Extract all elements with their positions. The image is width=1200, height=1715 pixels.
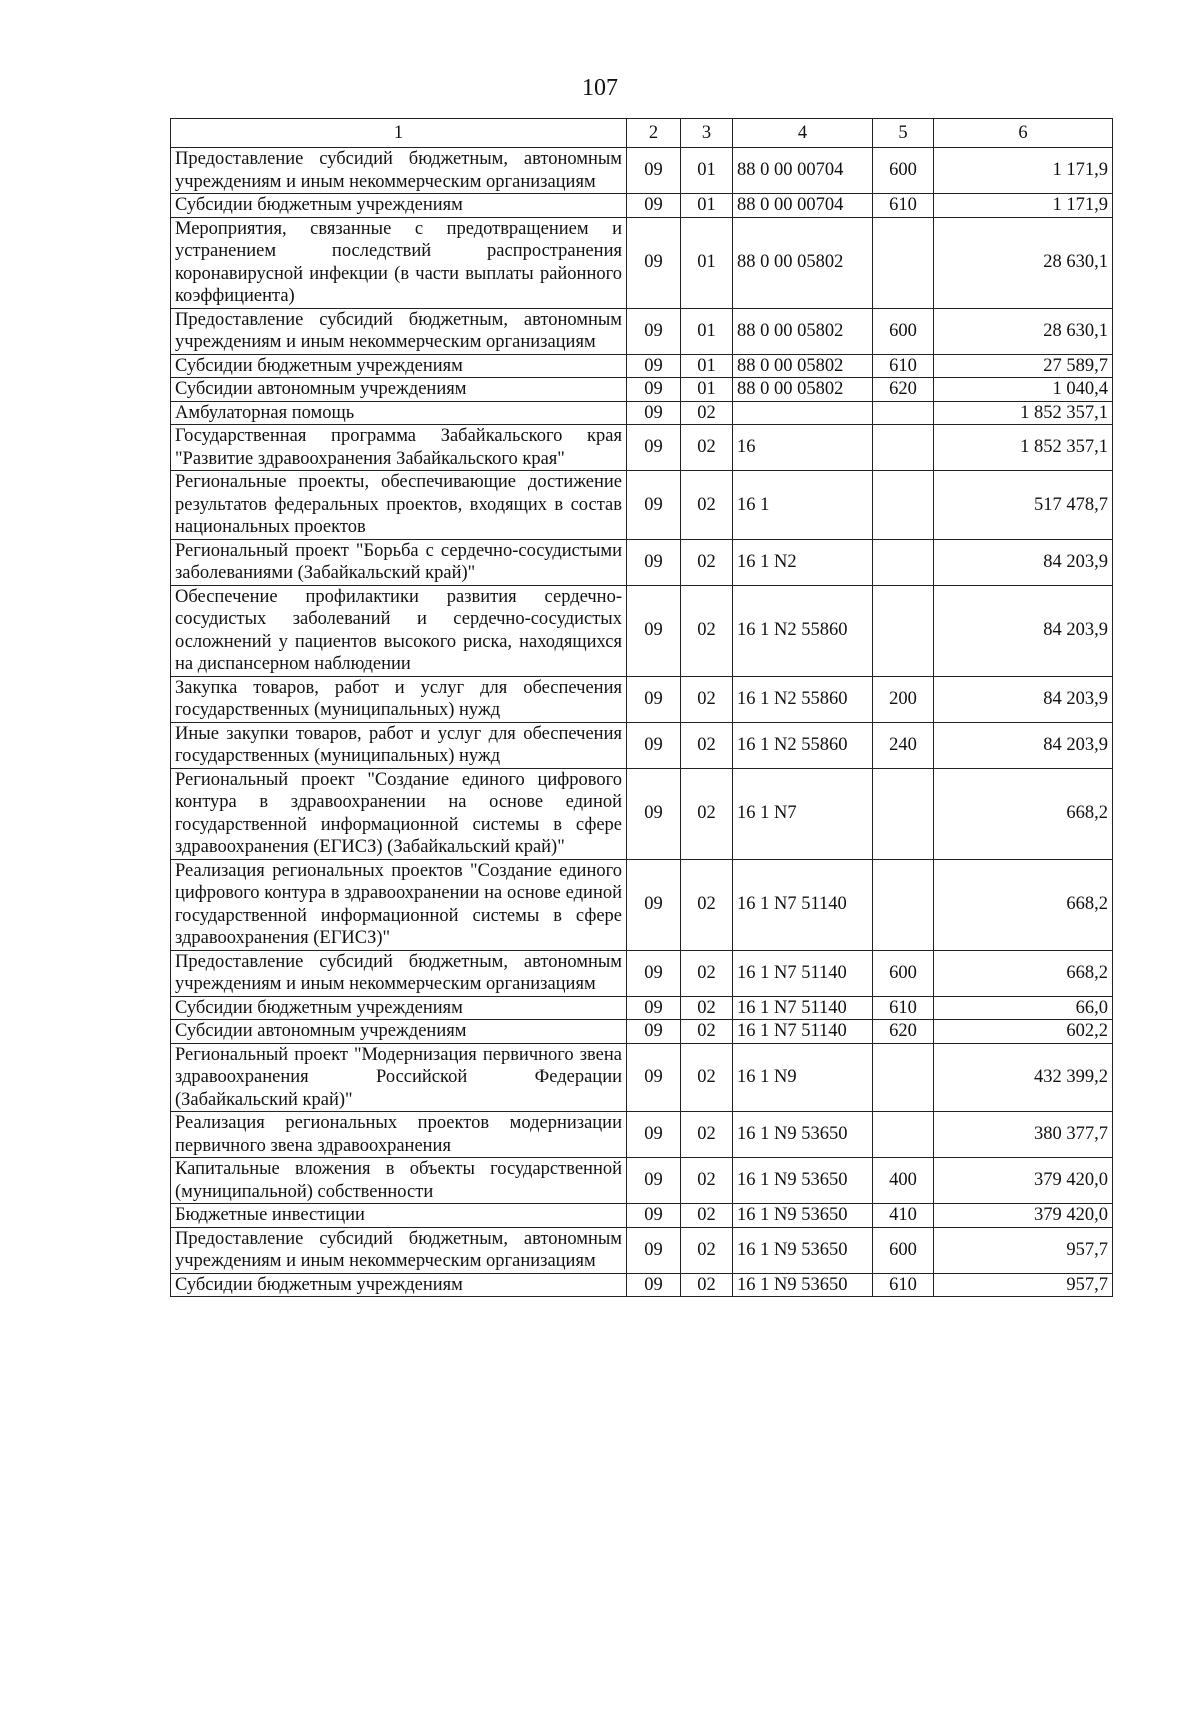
column-header-6: 6 bbox=[934, 119, 1113, 148]
cell-section: 09 bbox=[627, 676, 681, 722]
cell-section: 09 bbox=[627, 722, 681, 768]
cell-description: Мероприятия, связанные с предотвращением и устранением последствий распространения коронавирусной инфекции (в части выплаты районного коэффициента) bbox=[171, 217, 627, 308]
cell-target-article: 16 1 N9 53650 bbox=[733, 1204, 873, 1228]
cell-description: Региональные проекты, обеспечивающие достижение результатов федеральных проектов, входящих в состав национальных проектов bbox=[171, 471, 627, 540]
cell-subsection: 01 bbox=[681, 148, 733, 194]
cell-amount: 517 478,7 bbox=[934, 471, 1113, 540]
column-header-5: 5 bbox=[873, 119, 934, 148]
cell-section: 09 bbox=[627, 378, 681, 402]
cell-expense-type: 610 bbox=[873, 1273, 934, 1297]
cell-subsection: 02 bbox=[681, 722, 733, 768]
cell-section: 09 bbox=[627, 401, 681, 425]
cell-section: 09 bbox=[627, 950, 681, 996]
cell-section: 09 bbox=[627, 354, 681, 378]
cell-target-article: 16 1 N9 bbox=[733, 1043, 873, 1112]
cell-subsection: 01 bbox=[681, 308, 733, 354]
cell-description: Амбулаторная помощь bbox=[171, 401, 627, 425]
cell-amount: 1 852 357,1 bbox=[934, 425, 1113, 471]
cell-amount: 84 203,9 bbox=[934, 585, 1113, 676]
table-row bbox=[171, 722, 1113, 768]
cell-amount: 1 040,4 bbox=[934, 378, 1113, 402]
cell-expense-type bbox=[873, 1112, 934, 1158]
cell-expense-type: 620 bbox=[873, 378, 934, 402]
table-row bbox=[171, 425, 1113, 471]
cell-subsection: 01 bbox=[681, 217, 733, 308]
table-row bbox=[171, 996, 1113, 1020]
cell-description: Реализация региональных проектов "Создание единого цифрового контура в здравоохранении на основе единой государственной информационной системы в сфере здравоохранения (ЕГИСЗ)" bbox=[171, 859, 627, 950]
cell-subsection: 02 bbox=[681, 539, 733, 585]
cell-section: 09 bbox=[627, 859, 681, 950]
table-row bbox=[171, 354, 1113, 378]
page-number: 107 bbox=[582, 75, 618, 101]
table-row bbox=[171, 768, 1113, 859]
cell-section: 09 bbox=[627, 425, 681, 471]
cell-amount: 28 630,1 bbox=[934, 308, 1113, 354]
cell-expense-type bbox=[873, 859, 934, 950]
table-row bbox=[171, 401, 1113, 425]
table-row bbox=[171, 308, 1113, 354]
cell-expense-type: 610 bbox=[873, 194, 934, 218]
cell-amount: 668,2 bbox=[934, 768, 1113, 859]
cell-description: Закупка товаров, работ и услуг для обеспечения государственных (муниципальных) нужд bbox=[171, 676, 627, 722]
cell-target-article: 88 0 00 05802 bbox=[733, 378, 873, 402]
cell-amount: 84 203,9 bbox=[934, 722, 1113, 768]
cell-subsection: 02 bbox=[681, 401, 733, 425]
table-row bbox=[171, 471, 1113, 540]
cell-section: 09 bbox=[627, 768, 681, 859]
cell-subsection: 02 bbox=[681, 996, 733, 1020]
cell-expense-type: 620 bbox=[873, 1020, 934, 1044]
cell-target-article: 16 1 N2 55860 bbox=[733, 676, 873, 722]
cell-amount: 27 589,7 bbox=[934, 354, 1113, 378]
cell-expense-type bbox=[873, 539, 934, 585]
cell-description: Капитальные вложения в объекты государственной (муниципальной) собственности bbox=[171, 1158, 627, 1204]
cell-target-article: 16 1 N7 51140 bbox=[733, 996, 873, 1020]
cell-expense-type bbox=[873, 768, 934, 859]
column-header-1: 1 bbox=[171, 119, 627, 148]
cell-target-article: 16 1 N9 53650 bbox=[733, 1112, 873, 1158]
cell-target-article: 88 0 00 05802 bbox=[733, 354, 873, 378]
budget-table bbox=[170, 118, 1113, 1297]
cell-amount: 379 420,0 bbox=[934, 1204, 1113, 1228]
cell-subsection: 02 bbox=[681, 676, 733, 722]
cell-description: Предоставление субсидий бюджетным, автономным учреждениям и иным некоммерческим организациям bbox=[171, 148, 627, 194]
table-body bbox=[171, 148, 1113, 1297]
table-row bbox=[171, 148, 1113, 194]
cell-section: 09 bbox=[627, 194, 681, 218]
cell-amount: 432 399,2 bbox=[934, 1043, 1113, 1112]
cell-description: Реализация региональных проектов модернизации первичного звена здравоохранения bbox=[171, 1112, 627, 1158]
cell-expense-type: 600 bbox=[873, 950, 934, 996]
cell-expense-type bbox=[873, 425, 934, 471]
cell-description: Предоставление субсидий бюджетным, автономным учреждениям и иным некоммерческим организациям bbox=[171, 950, 627, 996]
cell-subsection: 01 bbox=[681, 354, 733, 378]
cell-target-article: 16 1 bbox=[733, 471, 873, 540]
table-row bbox=[171, 1273, 1113, 1297]
cell-section: 09 bbox=[627, 1227, 681, 1273]
cell-section: 09 bbox=[627, 308, 681, 354]
cell-description: Предоставление субсидий бюджетным, автономным учреждениям и иным некоммерческим организациям bbox=[171, 1227, 627, 1273]
cell-section: 09 bbox=[627, 471, 681, 540]
cell-expense-type: 400 bbox=[873, 1158, 934, 1204]
table-row bbox=[171, 950, 1113, 996]
cell-subsection: 02 bbox=[681, 1273, 733, 1297]
cell-amount: 1 171,9 bbox=[934, 194, 1113, 218]
cell-expense-type: 200 bbox=[873, 676, 934, 722]
cell-subsection: 02 bbox=[681, 425, 733, 471]
cell-subsection: 02 bbox=[681, 768, 733, 859]
cell-target-article: 16 1 N9 53650 bbox=[733, 1227, 873, 1273]
cell-target-article bbox=[733, 401, 873, 425]
cell-amount: 28 630,1 bbox=[934, 217, 1113, 308]
cell-subsection: 02 bbox=[681, 471, 733, 540]
cell-expense-type: 410 bbox=[873, 1204, 934, 1228]
table-row bbox=[171, 1112, 1113, 1158]
cell-section: 09 bbox=[627, 585, 681, 676]
cell-section: 09 bbox=[627, 1043, 681, 1112]
cell-expense-type bbox=[873, 585, 934, 676]
cell-section: 09 bbox=[627, 1020, 681, 1044]
table-row bbox=[171, 676, 1113, 722]
cell-description: Обеспечение профилактики развития сердечно-сосудистых заболеваний и сердечно-сосудистых осложнений у пациентов высокого риска, находящихся на диспансерном наблюдении bbox=[171, 585, 627, 676]
cell-amount: 84 203,9 bbox=[934, 676, 1113, 722]
cell-expense-type bbox=[873, 401, 934, 425]
table-row bbox=[171, 585, 1113, 676]
cell-expense-type: 600 bbox=[873, 308, 934, 354]
cell-subsection: 01 bbox=[681, 194, 733, 218]
cell-expense-type: 610 bbox=[873, 354, 934, 378]
cell-target-article: 16 bbox=[733, 425, 873, 471]
cell-section: 09 bbox=[627, 539, 681, 585]
cell-subsection: 02 bbox=[681, 950, 733, 996]
header-row bbox=[171, 119, 1113, 148]
cell-target-article: 16 1 N7 51140 bbox=[733, 1020, 873, 1044]
cell-section: 09 bbox=[627, 1112, 681, 1158]
cell-expense-type: 600 bbox=[873, 1227, 934, 1273]
cell-amount: 602,2 bbox=[934, 1020, 1113, 1044]
table-row bbox=[171, 1043, 1113, 1112]
cell-subsection: 02 bbox=[681, 1043, 733, 1112]
cell-target-article: 16 1 N2 55860 bbox=[733, 585, 873, 676]
cell-target-article: 16 1 N9 53650 bbox=[733, 1158, 873, 1204]
cell-subsection: 01 bbox=[681, 378, 733, 402]
cell-amount: 668,2 bbox=[934, 859, 1113, 950]
column-header-4: 4 bbox=[733, 119, 873, 148]
column-header-2: 2 bbox=[627, 119, 681, 148]
table-row bbox=[171, 217, 1113, 308]
cell-amount: 66,0 bbox=[934, 996, 1113, 1020]
cell-section: 09 bbox=[627, 1158, 681, 1204]
cell-description: Государственная программа Забайкальского края "Развитие здравоохранения Забайкальского края" bbox=[171, 425, 627, 471]
cell-expense-type bbox=[873, 471, 934, 540]
cell-expense-type bbox=[873, 217, 934, 308]
cell-section: 09 bbox=[627, 148, 681, 194]
cell-subsection: 02 bbox=[681, 1112, 733, 1158]
cell-target-article: 16 1 N2 bbox=[733, 539, 873, 585]
cell-amount: 668,2 bbox=[934, 950, 1113, 996]
cell-section: 09 bbox=[627, 1204, 681, 1228]
table-row bbox=[171, 1204, 1113, 1228]
cell-target-article: 16 1 N9 53650 bbox=[733, 1273, 873, 1297]
cell-expense-type: 600 bbox=[873, 148, 934, 194]
cell-description: Региональный проект "Борьба с сердечно-сосудистыми заболеваниями (Забайкальский край)" bbox=[171, 539, 627, 585]
cell-target-article: 16 1 N7 bbox=[733, 768, 873, 859]
cell-description: Субсидии автономным учреждениям bbox=[171, 1020, 627, 1044]
cell-amount: 957,7 bbox=[934, 1273, 1113, 1297]
table-row bbox=[171, 194, 1113, 218]
cell-description: Бюджетные инвестиции bbox=[171, 1204, 627, 1228]
cell-section: 09 bbox=[627, 1273, 681, 1297]
cell-amount: 84 203,9 bbox=[934, 539, 1113, 585]
cell-subsection: 02 bbox=[681, 859, 733, 950]
cell-expense-type: 610 bbox=[873, 996, 934, 1020]
table-row bbox=[171, 378, 1113, 402]
cell-description: Субсидии автономным учреждениям bbox=[171, 378, 627, 402]
table-row bbox=[171, 1158, 1113, 1204]
cell-target-article: 88 0 00 05802 bbox=[733, 217, 873, 308]
cell-subsection: 02 bbox=[681, 1227, 733, 1273]
cell-target-article: 16 1 N7 51140 bbox=[733, 859, 873, 950]
cell-description: Региональный проект "Создание единого цифрового контура в здравоохранении на основе единой государственной информационной системы в сфере здравоохранения (ЕГИСЗ) (Забайкальский край)" bbox=[171, 768, 627, 859]
cell-expense-type: 240 bbox=[873, 722, 934, 768]
cell-target-article: 88 0 00 05802 bbox=[733, 308, 873, 354]
cell-section: 09 bbox=[627, 217, 681, 308]
cell-description: Иные закупки товаров, работ и услуг для обеспечения государственных (муниципальных) нужд bbox=[171, 722, 627, 768]
cell-amount: 957,7 bbox=[934, 1227, 1113, 1273]
table-row bbox=[171, 1020, 1113, 1044]
cell-description: Субсидии бюджетным учреждениям bbox=[171, 1273, 627, 1297]
cell-amount: 1 171,9 bbox=[934, 148, 1113, 194]
cell-amount: 380 377,7 bbox=[934, 1112, 1113, 1158]
cell-amount: 379 420,0 bbox=[934, 1158, 1113, 1204]
cell-expense-type bbox=[873, 1043, 934, 1112]
cell-section: 09 bbox=[627, 996, 681, 1020]
cell-description: Субсидии бюджетным учреждениям bbox=[171, 996, 627, 1020]
cell-subsection: 02 bbox=[681, 1158, 733, 1204]
cell-description: Предоставление субсидий бюджетным, автономным учреждениям и иным некоммерческим организациям bbox=[171, 308, 627, 354]
cell-subsection: 02 bbox=[681, 585, 733, 676]
cell-subsection: 02 bbox=[681, 1204, 733, 1228]
column-header-3: 3 bbox=[681, 119, 733, 148]
table-row bbox=[171, 1227, 1113, 1273]
cell-description: Субсидии бюджетным учреждениям bbox=[171, 354, 627, 378]
cell-target-article: 88 0 00 00704 bbox=[733, 194, 873, 218]
table-row bbox=[171, 859, 1113, 950]
cell-target-article: 88 0 00 00704 bbox=[733, 148, 873, 194]
cell-subsection: 02 bbox=[681, 1020, 733, 1044]
cell-description: Региональный проект "Модернизация первичного звена здравоохранения Российской Федерации (Забайкальский край)" bbox=[171, 1043, 627, 1112]
cell-target-article: 16 1 N7 51140 bbox=[733, 950, 873, 996]
cell-target-article: 16 1 N2 55860 bbox=[733, 722, 873, 768]
cell-amount: 1 852 357,1 bbox=[934, 401, 1113, 425]
cell-description: Субсидии бюджетным учреждениям bbox=[171, 194, 627, 218]
table-row bbox=[171, 539, 1113, 585]
